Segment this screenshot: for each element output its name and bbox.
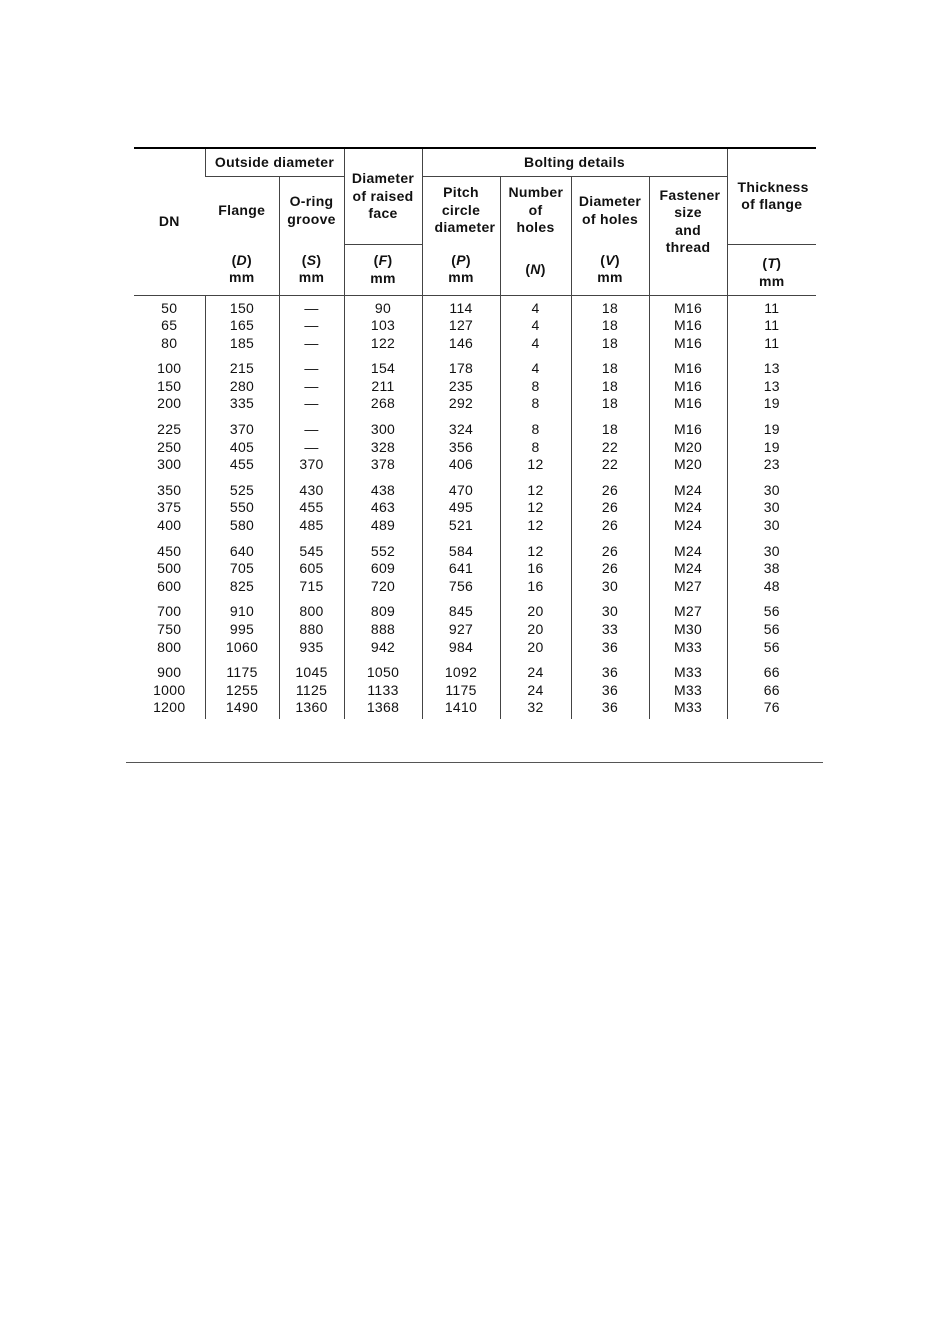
cell-oring-s: — — [279, 317, 344, 335]
table-row — [134, 335, 816, 353]
cell-thickness-t: 11 — [727, 335, 816, 353]
table-row — [134, 682, 816, 700]
cell-dn: 65 — [161, 317, 178, 334]
cell-dn: 1200 — [153, 699, 186, 716]
cell-holes-n: 8 — [500, 395, 571, 413]
table-row — [134, 517, 816, 535]
table-header — [134, 148, 816, 295]
cell-hole-diameter-v: 18 — [571, 317, 649, 335]
cell-flange-d: 825 — [205, 578, 279, 596]
cell-oring-s: — — [279, 295, 344, 317]
cell-raised-face-f: 154 — [344, 352, 422, 378]
cell-oring-s: 545 — [279, 535, 344, 561]
symbol-f: F — [378, 252, 388, 268]
cell-fastener: M33 — [649, 639, 727, 657]
cell-raised-face-f: 888 — [344, 621, 422, 639]
cell-thickness-t: 11 — [727, 317, 816, 335]
cell-hole-diameter-v: 18 — [571, 295, 649, 317]
unit-mm-flange: mm — [229, 269, 255, 286]
table-row — [134, 535, 816, 561]
cell-holes-n: 4 — [500, 352, 571, 378]
cell-holes-n: 8 — [500, 413, 571, 439]
cell-flange-d: 1490 — [205, 699, 279, 719]
cell-pitch-p: 1410 — [422, 699, 500, 719]
cell-oring-s: 1360 — [279, 699, 344, 719]
cell-oring-s: — — [279, 439, 344, 457]
cell-dn: 450 — [157, 542, 182, 559]
cell-holes-n: 12 — [500, 535, 571, 561]
cell-thickness-t: 56 — [727, 595, 816, 621]
header-diameter-holes-unit: (V) mm — [571, 244, 649, 295]
unit-mm-raised-face: mm — [370, 269, 396, 286]
cell-raised-face-f: 1133 — [344, 682, 422, 700]
header-diameter-holes-label: Diameter of holes — [578, 193, 642, 227]
cell-fastener: M16 — [649, 395, 727, 413]
cell-dn: 400 — [157, 517, 182, 534]
cell-raised-face-f: 90 — [344, 295, 422, 317]
cell-hole-diameter-v: 30 — [571, 595, 649, 621]
cell-holes-n: 20 — [500, 639, 571, 657]
cell-holes-n: 8 — [500, 378, 571, 396]
cell-holes-n: 8 — [500, 439, 571, 457]
header-oring-groove — [279, 177, 344, 245]
cell-hole-diameter-v: 33 — [571, 621, 649, 639]
symbol-d: D — [236, 251, 247, 268]
cell-raised-face-f: 103 — [344, 317, 422, 335]
header-thickness — [727, 148, 816, 244]
cell-hole-diameter-v: 26 — [571, 535, 649, 561]
cell-pitch-p: 356 — [422, 439, 500, 457]
header-diameter-holes — [571, 177, 649, 245]
header-dn — [134, 148, 205, 295]
header-flange-label: Flange — [218, 201, 266, 218]
cell-thickness-t: 30 — [727, 474, 816, 500]
cell-pitch-p: 845 — [422, 595, 500, 621]
cell-fastener: M20 — [649, 456, 727, 474]
cell-fastener: M33 — [649, 699, 727, 719]
cell-pitch-p: 178 — [422, 352, 500, 378]
cell-dn: 1000 — [153, 681, 186, 698]
cell-dn: 600 — [157, 577, 182, 594]
cell-thickness-t: 11 — [727, 295, 816, 317]
cell-raised-face-f: 122 — [344, 335, 422, 353]
header-outside-diameter-label: Outside diameter — [214, 153, 335, 170]
table-row — [134, 378, 816, 396]
cell-flange-d: 550 — [205, 499, 279, 517]
header-number-holes-unit: (N) — [500, 244, 571, 295]
cell-hole-diameter-v: 36 — [571, 682, 649, 700]
cell-pitch-p: 470 — [422, 474, 500, 500]
cell-fastener: M16 — [649, 317, 727, 335]
cell-fastener: M33 — [649, 682, 727, 700]
cell-raised-face-f: 1050 — [344, 656, 422, 682]
cell-pitch-p: 324 — [422, 413, 500, 439]
cell-flange-d: 405 — [205, 439, 279, 457]
cell-holes-n: 16 — [500, 578, 571, 596]
cell-oring-s: — — [279, 413, 344, 439]
cell-hole-diameter-v: 18 — [571, 395, 649, 413]
cell-raised-face-f: 378 — [344, 456, 422, 474]
cell-flange-d: 580 — [205, 517, 279, 535]
cell-raised-face-f: 438 — [344, 474, 422, 500]
cell-pitch-p: 984 — [422, 639, 500, 657]
header-bolting-details-label: Bolting details — [524, 153, 625, 170]
header-number-holes-label: Number of holes — [508, 184, 564, 236]
cell-thickness-t: 23 — [727, 456, 816, 474]
symbol-s: S — [306, 251, 317, 268]
cell-hole-diameter-v: 22 — [571, 456, 649, 474]
cell-fastener: M16 — [649, 352, 727, 378]
cell-flange-d: 215 — [205, 352, 279, 378]
cell-thickness-t: 66 — [727, 656, 816, 682]
table-row — [134, 439, 816, 457]
cell-pitch-p: 127 — [422, 317, 500, 335]
cell-hole-diameter-v: 36 — [571, 656, 649, 682]
cell-flange-d: 1175 — [205, 656, 279, 682]
header-pitch-circle-unit: (P) mm — [422, 244, 500, 295]
cell-dn: 200 — [157, 395, 182, 412]
cell-hole-diameter-v: 18 — [571, 378, 649, 396]
cell-pitch-p: 292 — [422, 395, 500, 413]
cell-raised-face-f: 463 — [344, 499, 422, 517]
header-raised-face-unit: (F) mm — [344, 244, 422, 295]
cell-thickness-t: 48 — [727, 578, 816, 596]
cell-dn: 300 — [157, 456, 182, 473]
header-raised-face-label: Diameter of raised face — [351, 170, 415, 221]
unit-mm-thickness: mm — [759, 272, 785, 289]
symbol-n: N — [530, 260, 541, 277]
table-row — [134, 295, 816, 317]
cell-thickness-t: 76 — [727, 699, 816, 719]
cell-oring-s: 715 — [279, 578, 344, 596]
cell-raised-face-f: 328 — [344, 439, 422, 457]
cell-thickness-t: 30 — [727, 517, 816, 535]
cell-flange-d: 910 — [205, 595, 279, 621]
cell-fastener: M24 — [649, 517, 727, 535]
cell-raised-face-f: 809 — [344, 595, 422, 621]
cell-hole-diameter-v: 22 — [571, 439, 649, 457]
cell-raised-face-f: 942 — [344, 639, 422, 657]
flange-dimensions-table-container — [134, 147, 816, 719]
cell-fastener: M16 — [649, 335, 727, 353]
cell-fastener: M16 — [649, 378, 727, 396]
table-row — [134, 699, 816, 719]
cell-dn: 100 — [157, 360, 182, 377]
cell-fastener: M33 — [649, 656, 727, 682]
cell-holes-n: 32 — [500, 699, 571, 719]
header-outside-diameter — [205, 148, 344, 177]
cell-holes-n: 4 — [500, 335, 571, 353]
cell-hole-diameter-v: 26 — [571, 560, 649, 578]
cell-holes-n: 24 — [500, 682, 571, 700]
cell-pitch-p: 406 — [422, 456, 500, 474]
cell-hole-diameter-v: 26 — [571, 499, 649, 517]
cell-raised-face-f: 211 — [344, 378, 422, 396]
cell-dn: 225 — [157, 421, 182, 438]
cell-oring-s: 370 — [279, 456, 344, 474]
table-row — [134, 595, 816, 621]
cell-thickness-t: 19 — [727, 395, 816, 413]
cell-flange-d: 640 — [205, 535, 279, 561]
cell-thickness-t: 66 — [727, 682, 816, 700]
cell-fastener: M16 — [649, 413, 727, 439]
cell-flange-d: 370 — [205, 413, 279, 439]
cell-fastener: M27 — [649, 578, 727, 596]
cell-hole-diameter-v: 36 — [571, 639, 649, 657]
header-flange-unit: (D) mm — [205, 244, 279, 295]
cell-pitch-p: 641 — [422, 560, 500, 578]
header-flange — [205, 177, 279, 245]
table-row — [134, 578, 816, 596]
cell-holes-n: 12 — [500, 499, 571, 517]
cell-holes-n: 20 — [500, 595, 571, 621]
table-row — [134, 317, 816, 335]
cell-dn: 500 — [157, 560, 182, 577]
cell-thickness-t: 19 — [727, 439, 816, 457]
cell-oring-s: — — [279, 352, 344, 378]
symbol-t: T — [767, 255, 777, 271]
cell-dn: 750 — [157, 621, 182, 637]
cell-hole-diameter-v: 26 — [571, 517, 649, 535]
cell-holes-n: 16 — [500, 560, 571, 578]
cell-oring-s: 605 — [279, 560, 344, 578]
cell-fastener: M24 — [649, 474, 727, 500]
cell-raised-face-f: 552 — [344, 535, 422, 561]
cell-fastener: M20 — [649, 439, 727, 457]
cell-flange-d: 705 — [205, 560, 279, 578]
flange-dimensions-table — [134, 147, 816, 719]
cell-flange-d: 1255 — [205, 682, 279, 700]
cell-raised-face-f: 268 — [344, 395, 422, 413]
cell-holes-n: 12 — [500, 517, 571, 535]
cell-raised-face-f: 300 — [344, 413, 422, 439]
cell-thickness-t: 13 — [727, 378, 816, 396]
table-row — [134, 352, 816, 378]
unit-mm-pitch: mm — [448, 269, 474, 286]
cell-thickness-t: 13 — [727, 352, 816, 378]
cell-hole-diameter-v: 36 — [571, 699, 649, 719]
header-fastener-label: Fastener size and thread — [659, 186, 721, 256]
unit-mm-oring: mm — [298, 269, 325, 286]
cell-flange-d: 280 — [205, 378, 279, 396]
cell-thickness-t: 38 — [727, 560, 816, 578]
header-raised-face — [344, 148, 422, 244]
header-number-holes — [500, 177, 571, 245]
cell-dn: 150 — [157, 377, 182, 394]
cell-dn: 350 — [157, 481, 182, 498]
cell-pitch-p: 235 — [422, 378, 500, 396]
cell-thickness-t: 56 — [727, 621, 816, 639]
cell-pitch-p: 114 — [422, 295, 500, 317]
cell-thickness-t: 30 — [727, 535, 816, 561]
cell-oring-s: 880 — [279, 621, 344, 639]
header-thickness-unit: (T) mm — [727, 244, 816, 295]
cell-pitch-p: 927 — [422, 621, 500, 639]
symbol-v: V — [605, 251, 615, 268]
cell-dn: 50 — [161, 299, 178, 316]
table-row — [134, 474, 816, 500]
cell-dn: 900 — [157, 664, 182, 681]
cell-fastener: M27 — [649, 595, 727, 621]
cell-flange-d: 525 — [205, 474, 279, 500]
cell-raised-face-f: 720 — [344, 578, 422, 596]
cell-fastener: M16 — [649, 295, 727, 317]
table-row — [134, 560, 816, 578]
cell-raised-face-f: 489 — [344, 517, 422, 535]
cell-oring-s: 430 — [279, 474, 344, 500]
cell-oring-s: 1125 — [279, 682, 344, 700]
cell-thickness-t: 56 — [727, 639, 816, 657]
cell-hole-diameter-v: 18 — [571, 335, 649, 353]
header-pitch-circle-label: Pitch circle diameter — [434, 184, 496, 236]
header-oring-unit: (S) mm — [279, 244, 344, 295]
cell-pitch-p: 146 — [422, 335, 500, 353]
cell-dn: 250 — [157, 438, 182, 455]
cell-flange-d: 150 — [205, 295, 279, 317]
cell-holes-n: 12 — [500, 474, 571, 500]
cell-fastener: M24 — [649, 560, 727, 578]
cell-pitch-p: 495 — [422, 499, 500, 517]
cell-dn: 700 — [157, 603, 182, 620]
cell-holes-n: 24 — [500, 656, 571, 682]
table-body — [134, 295, 816, 719]
cell-holes-n: 12 — [500, 456, 571, 474]
cell-dn: 800 — [157, 638, 182, 655]
header-thickness-label: Thickness of flange — [737, 178, 809, 213]
cell-pitch-p: 756 — [422, 578, 500, 596]
cell-fastener: M24 — [649, 499, 727, 517]
cell-flange-d: 1060 — [205, 639, 279, 657]
cell-thickness-t: 30 — [727, 499, 816, 517]
table-row — [134, 413, 816, 439]
cell-oring-s: 935 — [279, 639, 344, 657]
table-row — [134, 656, 816, 682]
cell-hole-diameter-v: 30 — [571, 578, 649, 596]
cell-flange-d: 165 — [205, 317, 279, 335]
cell-oring-s: 485 — [279, 517, 344, 535]
cell-flange-d: 335 — [205, 395, 279, 413]
cell-holes-n: 4 — [500, 295, 571, 317]
header-bolting-details — [422, 148, 727, 177]
cell-pitch-p: 1175 — [422, 682, 500, 700]
page-footer-rule — [126, 762, 823, 763]
cell-thickness-t: 19 — [727, 413, 816, 439]
cell-oring-s: — — [279, 378, 344, 396]
cell-raised-face-f: 1368 — [344, 699, 422, 719]
header-pitch-circle — [422, 177, 500, 245]
table-row — [134, 456, 816, 474]
table-row — [134, 639, 816, 657]
cell-raised-face-f: 609 — [344, 560, 422, 578]
cell-holes-n: 20 — [500, 621, 571, 639]
header-oring-groove-label: O-ring groove — [287, 193, 336, 227]
table-row — [134, 499, 816, 517]
cell-oring-s: 800 — [279, 595, 344, 621]
cell-dn: 80 — [161, 334, 178, 351]
cell-flange-d: 185 — [205, 335, 279, 353]
table-row — [134, 621, 816, 639]
header-fastener — [649, 177, 727, 296]
table-row — [134, 395, 816, 413]
header-dn-label: DN — [158, 213, 180, 229]
cell-oring-s: — — [279, 335, 344, 353]
cell-dn: 375 — [157, 499, 182, 516]
symbol-p: P — [456, 251, 466, 268]
cell-oring-s: 1045 — [279, 656, 344, 682]
cell-pitch-p: 1092 — [422, 656, 500, 682]
cell-pitch-p: 521 — [422, 517, 500, 535]
cell-pitch-p: 584 — [422, 535, 500, 561]
cell-flange-d: 455 — [205, 456, 279, 474]
unit-mm-holes: mm — [597, 269, 623, 286]
cell-hole-diameter-v: 18 — [571, 352, 649, 378]
cell-oring-s: — — [279, 395, 344, 413]
cell-flange-d: 995 — [205, 621, 279, 639]
cell-hole-diameter-v: 26 — [571, 474, 649, 500]
cell-fastener: M30 — [649, 621, 727, 639]
cell-oring-s: 455 — [279, 499, 344, 517]
cell-fastener: M24 — [649, 535, 727, 561]
cell-holes-n: 4 — [500, 317, 571, 335]
cell-hole-diameter-v: 18 — [571, 413, 649, 439]
